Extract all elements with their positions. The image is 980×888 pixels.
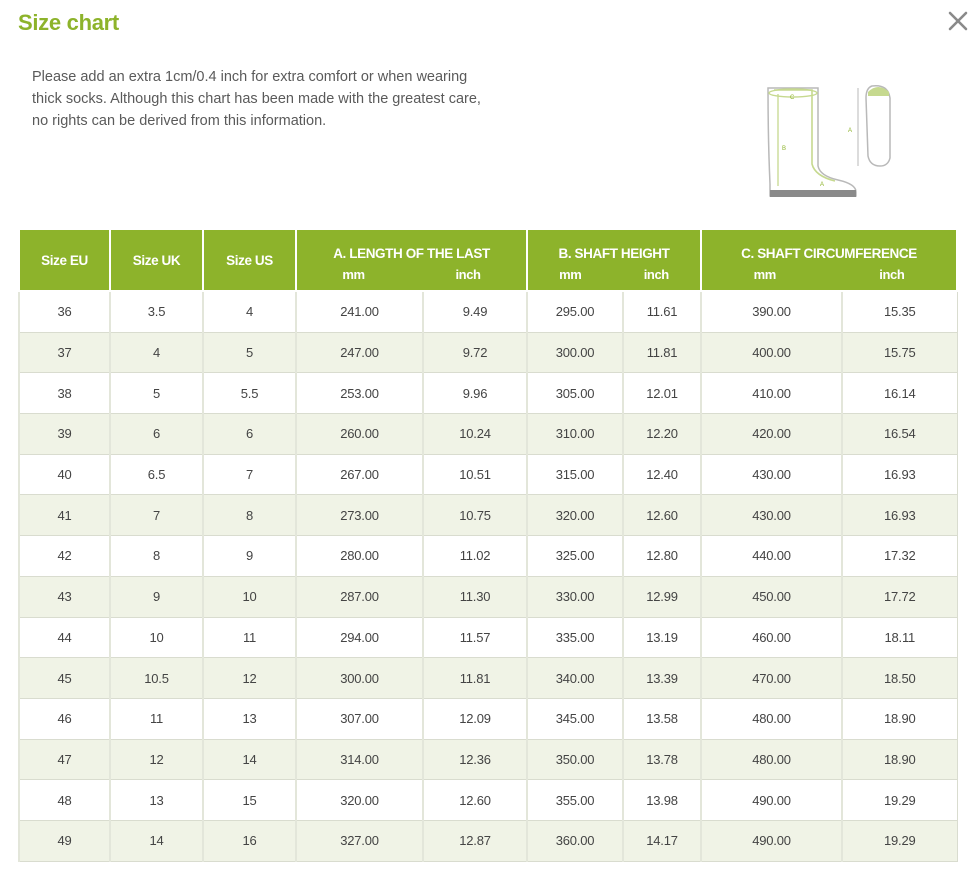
cell-length-inch: 11.57 bbox=[423, 617, 527, 658]
cell-shaft-circ-mm: 430.00 bbox=[701, 454, 842, 495]
cell-size-eu: 49 bbox=[19, 820, 110, 861]
cell-shaft-height-mm: 355.00 bbox=[527, 780, 623, 821]
header-shaft-circumference bbox=[701, 229, 957, 291]
table-row bbox=[19, 617, 957, 658]
intro-text bbox=[32, 66, 552, 132]
cell-shaft-circ-inch: 18.50 bbox=[842, 658, 957, 699]
table-row bbox=[19, 291, 957, 332]
cell-size-uk: 14 bbox=[110, 820, 203, 861]
cell-shaft-height-inch: 12.80 bbox=[623, 536, 701, 577]
header-group-title: A. LENGTH OF THE LAST bbox=[333, 246, 490, 261]
cell-size-us: 12 bbox=[203, 658, 296, 699]
cell-shaft-height-mm: 315.00 bbox=[527, 454, 623, 495]
header-unit-inch: inch bbox=[455, 267, 481, 282]
table-row bbox=[19, 495, 957, 536]
cell-size-uk: 6.5 bbox=[110, 454, 203, 495]
diagram-label: C bbox=[790, 95, 795, 101]
cell-shaft-circ-mm: 390.00 bbox=[701, 291, 842, 332]
cell-shaft-height-mm: 295.00 bbox=[527, 291, 623, 332]
cell-length-mm: 241.00 bbox=[296, 291, 423, 332]
cell-length-mm: 260.00 bbox=[296, 414, 423, 455]
table-row bbox=[19, 820, 957, 861]
cell-shaft-height-inch: 12.20 bbox=[623, 414, 701, 455]
cell-size-uk: 6 bbox=[110, 414, 203, 455]
cell-shaft-circ-inch: 16.14 bbox=[842, 373, 957, 414]
cell-shaft-height-inch: 12.01 bbox=[623, 373, 701, 414]
cell-shaft-height-inch: 13.98 bbox=[623, 780, 701, 821]
cell-shaft-circ-inch: 19.29 bbox=[842, 820, 957, 861]
cell-size-us: 9 bbox=[203, 536, 296, 577]
header-unit-inch: inch bbox=[643, 267, 669, 282]
cell-size-eu: 43 bbox=[19, 576, 110, 617]
table-body bbox=[19, 291, 957, 861]
diagram-label: B bbox=[782, 146, 787, 152]
cell-shaft-circ-inch: 18.11 bbox=[842, 617, 957, 658]
cell-size-us: 11 bbox=[203, 617, 296, 658]
cell-shaft-height-mm: 320.00 bbox=[527, 495, 623, 536]
cell-size-eu: 46 bbox=[19, 698, 110, 739]
header-size-eu: Size EU bbox=[19, 229, 110, 291]
header-shaft-height bbox=[527, 229, 701, 291]
cell-shaft-height-inch: 11.81 bbox=[623, 332, 701, 373]
cell-shaft-height-mm: 350.00 bbox=[527, 739, 623, 780]
close-button[interactable] bbox=[945, 8, 971, 34]
cell-length-inch: 9.96 bbox=[423, 373, 527, 414]
cell-size-us: 13 bbox=[203, 698, 296, 739]
cell-shaft-circ-inch: 19.29 bbox=[842, 780, 957, 821]
cell-length-inch: 10.51 bbox=[423, 454, 527, 495]
cell-shaft-circ-mm: 480.00 bbox=[701, 698, 842, 739]
header-size-uk: Size UK bbox=[110, 229, 203, 291]
cell-shaft-height-mm: 345.00 bbox=[527, 698, 623, 739]
cell-shaft-height-inch: 13.19 bbox=[623, 617, 701, 658]
cell-size-eu: 47 bbox=[19, 739, 110, 780]
header-group-title: B. SHAFT HEIGHT bbox=[558, 246, 670, 261]
diagram-label: A bbox=[848, 128, 853, 134]
cell-length-inch: 10.24 bbox=[423, 414, 527, 455]
header-unit-mm: mm bbox=[342, 267, 365, 282]
cell-size-us: 5.5 bbox=[203, 373, 296, 414]
size-chart-table bbox=[18, 228, 958, 862]
cell-size-us: 8 bbox=[203, 495, 296, 536]
cell-shaft-height-inch: 12.99 bbox=[623, 576, 701, 617]
table-row bbox=[19, 576, 957, 617]
cell-size-uk: 13 bbox=[110, 780, 203, 821]
cell-length-mm: 247.00 bbox=[296, 332, 423, 373]
cell-size-uk: 7 bbox=[110, 495, 203, 536]
cell-size-us: 6 bbox=[203, 414, 296, 455]
cell-size-us: 15 bbox=[203, 780, 296, 821]
cell-shaft-circ-mm: 470.00 bbox=[701, 658, 842, 699]
cell-shaft-height-inch: 11.61 bbox=[623, 291, 701, 332]
cell-length-mm: 300.00 bbox=[296, 658, 423, 699]
cell-shaft-height-mm: 360.00 bbox=[527, 820, 623, 861]
cell-size-eu: 38 bbox=[19, 373, 110, 414]
cell-shaft-height-inch: 12.60 bbox=[623, 495, 701, 536]
cell-shaft-height-inch: 13.39 bbox=[623, 658, 701, 699]
cell-length-inch: 12.36 bbox=[423, 739, 527, 780]
cell-size-eu: 36 bbox=[19, 291, 110, 332]
cell-size-eu: 45 bbox=[19, 658, 110, 699]
cell-shaft-circ-mm: 400.00 bbox=[701, 332, 842, 373]
cell-shaft-height-mm: 325.00 bbox=[527, 536, 623, 577]
cell-shaft-circ-inch: 15.35 bbox=[842, 291, 957, 332]
table-row bbox=[19, 454, 957, 495]
table-row bbox=[19, 373, 957, 414]
cell-length-inch: 11.30 bbox=[423, 576, 527, 617]
header-unit-mm: mm bbox=[559, 267, 582, 282]
cell-size-us: 10 bbox=[203, 576, 296, 617]
cell-shaft-height-mm: 335.00 bbox=[527, 617, 623, 658]
header-group-title: C. SHAFT CIRCUMFERENCE bbox=[741, 246, 917, 261]
cell-shaft-height-inch: 12.40 bbox=[623, 454, 701, 495]
cell-size-uk: 10 bbox=[110, 617, 203, 658]
cell-shaft-circ-inch: 18.90 bbox=[842, 739, 957, 780]
cell-size-eu: 41 bbox=[19, 495, 110, 536]
cell-shaft-circ-inch: 17.32 bbox=[842, 536, 957, 577]
cell-length-mm: 287.00 bbox=[296, 576, 423, 617]
intro-line: Please add an extra 1cm/0.4 inch for extra comfort or when wearing bbox=[32, 69, 468, 85]
cell-size-uk: 3.5 bbox=[110, 291, 203, 332]
cell-length-inch: 11.02 bbox=[423, 536, 527, 577]
cell-size-us: 16 bbox=[203, 820, 296, 861]
cell-shaft-circ-mm: 450.00 bbox=[701, 576, 842, 617]
header-length-of-last bbox=[296, 229, 527, 291]
cell-shaft-height-mm: 310.00 bbox=[527, 414, 623, 455]
cell-shaft-circ-mm: 410.00 bbox=[701, 373, 842, 414]
cell-shaft-circ-mm: 460.00 bbox=[701, 617, 842, 658]
cell-size-eu: 48 bbox=[19, 780, 110, 821]
cell-length-inch: 11.81 bbox=[423, 658, 527, 699]
cell-size-eu: 37 bbox=[19, 332, 110, 373]
cell-length-inch: 9.49 bbox=[423, 291, 527, 332]
close-icon bbox=[945, 8, 971, 34]
intro-line: thick socks. Although this chart has been made with the greatest care, bbox=[32, 91, 481, 107]
cell-shaft-height-inch: 13.78 bbox=[623, 739, 701, 780]
cell-size-uk: 10.5 bbox=[110, 658, 203, 699]
cell-length-mm: 314.00 bbox=[296, 739, 423, 780]
cell-length-mm: 327.00 bbox=[296, 820, 423, 861]
boot-diagram-icon bbox=[760, 80, 900, 205]
table-row bbox=[19, 658, 957, 699]
cell-size-us: 14 bbox=[203, 739, 296, 780]
modal-title: Size chart bbox=[18, 10, 119, 35]
cell-shaft-circ-mm: 490.00 bbox=[701, 820, 842, 861]
cell-shaft-circ-inch: 16.93 bbox=[842, 495, 957, 536]
cell-size-eu: 40 bbox=[19, 454, 110, 495]
cell-length-inch: 10.75 bbox=[423, 495, 527, 536]
cell-shaft-height-inch: 14.17 bbox=[623, 820, 701, 861]
cell-shaft-circ-inch: 17.72 bbox=[842, 576, 957, 617]
cell-shaft-height-mm: 305.00 bbox=[527, 373, 623, 414]
cell-length-mm: 320.00 bbox=[296, 780, 423, 821]
cell-size-uk: 12 bbox=[110, 739, 203, 780]
cell-length-inch: 12.09 bbox=[423, 698, 527, 739]
intro-line: no rights can be derived from this information. bbox=[32, 113, 327, 129]
cell-length-mm: 273.00 bbox=[296, 495, 423, 536]
table-row bbox=[19, 739, 957, 780]
cell-size-us: 5 bbox=[203, 332, 296, 373]
cell-length-mm: 267.00 bbox=[296, 454, 423, 495]
table-row bbox=[19, 698, 957, 739]
cell-shaft-height-mm: 300.00 bbox=[527, 332, 623, 373]
header-unit-mm: mm bbox=[753, 267, 776, 282]
cell-length-inch: 9.72 bbox=[423, 332, 527, 373]
cell-shaft-height-mm: 340.00 bbox=[527, 658, 623, 699]
cell-shaft-circ-mm: 430.00 bbox=[701, 495, 842, 536]
cell-shaft-circ-mm: 440.00 bbox=[701, 536, 842, 577]
cell-shaft-circ-inch: 15.75 bbox=[842, 332, 957, 373]
cell-length-inch: 12.60 bbox=[423, 780, 527, 821]
cell-shaft-height-mm: 330.00 bbox=[527, 576, 623, 617]
boot-measurement-diagram bbox=[760, 80, 900, 205]
cell-size-us: 7 bbox=[203, 454, 296, 495]
cell-length-mm: 307.00 bbox=[296, 698, 423, 739]
cell-shaft-circ-mm: 490.00 bbox=[701, 780, 842, 821]
cell-size-eu: 42 bbox=[19, 536, 110, 577]
cell-size-eu: 39 bbox=[19, 414, 110, 455]
cell-length-mm: 280.00 bbox=[296, 536, 423, 577]
cell-shaft-height-inch: 13.58 bbox=[623, 698, 701, 739]
cell-size-uk: 4 bbox=[110, 332, 203, 373]
cell-shaft-circ-mm: 420.00 bbox=[701, 414, 842, 455]
cell-size-uk: 8 bbox=[110, 536, 203, 577]
cell-size-uk: 5 bbox=[110, 373, 203, 414]
cell-size-us: 4 bbox=[203, 291, 296, 332]
header-size-us: Size US bbox=[203, 229, 296, 291]
table-header-row bbox=[19, 229, 957, 291]
cell-length-mm: 294.00 bbox=[296, 617, 423, 658]
table-row bbox=[19, 780, 957, 821]
cell-length-mm: 253.00 bbox=[296, 373, 423, 414]
cell-shaft-circ-inch: 18.90 bbox=[842, 698, 957, 739]
diagram-label: A bbox=[820, 182, 825, 188]
cell-size-uk: 9 bbox=[110, 576, 203, 617]
cell-size-uk: 11 bbox=[110, 698, 203, 739]
cell-length-inch: 12.87 bbox=[423, 820, 527, 861]
table-row bbox=[19, 332, 957, 373]
table-row bbox=[19, 536, 957, 577]
header-unit-inch: inch bbox=[879, 267, 905, 282]
cell-shaft-circ-inch: 16.54 bbox=[842, 414, 957, 455]
table-row bbox=[19, 414, 957, 455]
cell-size-eu: 44 bbox=[19, 617, 110, 658]
cell-shaft-circ-inch: 16.93 bbox=[842, 454, 957, 495]
cell-shaft-circ-mm: 480.00 bbox=[701, 739, 842, 780]
